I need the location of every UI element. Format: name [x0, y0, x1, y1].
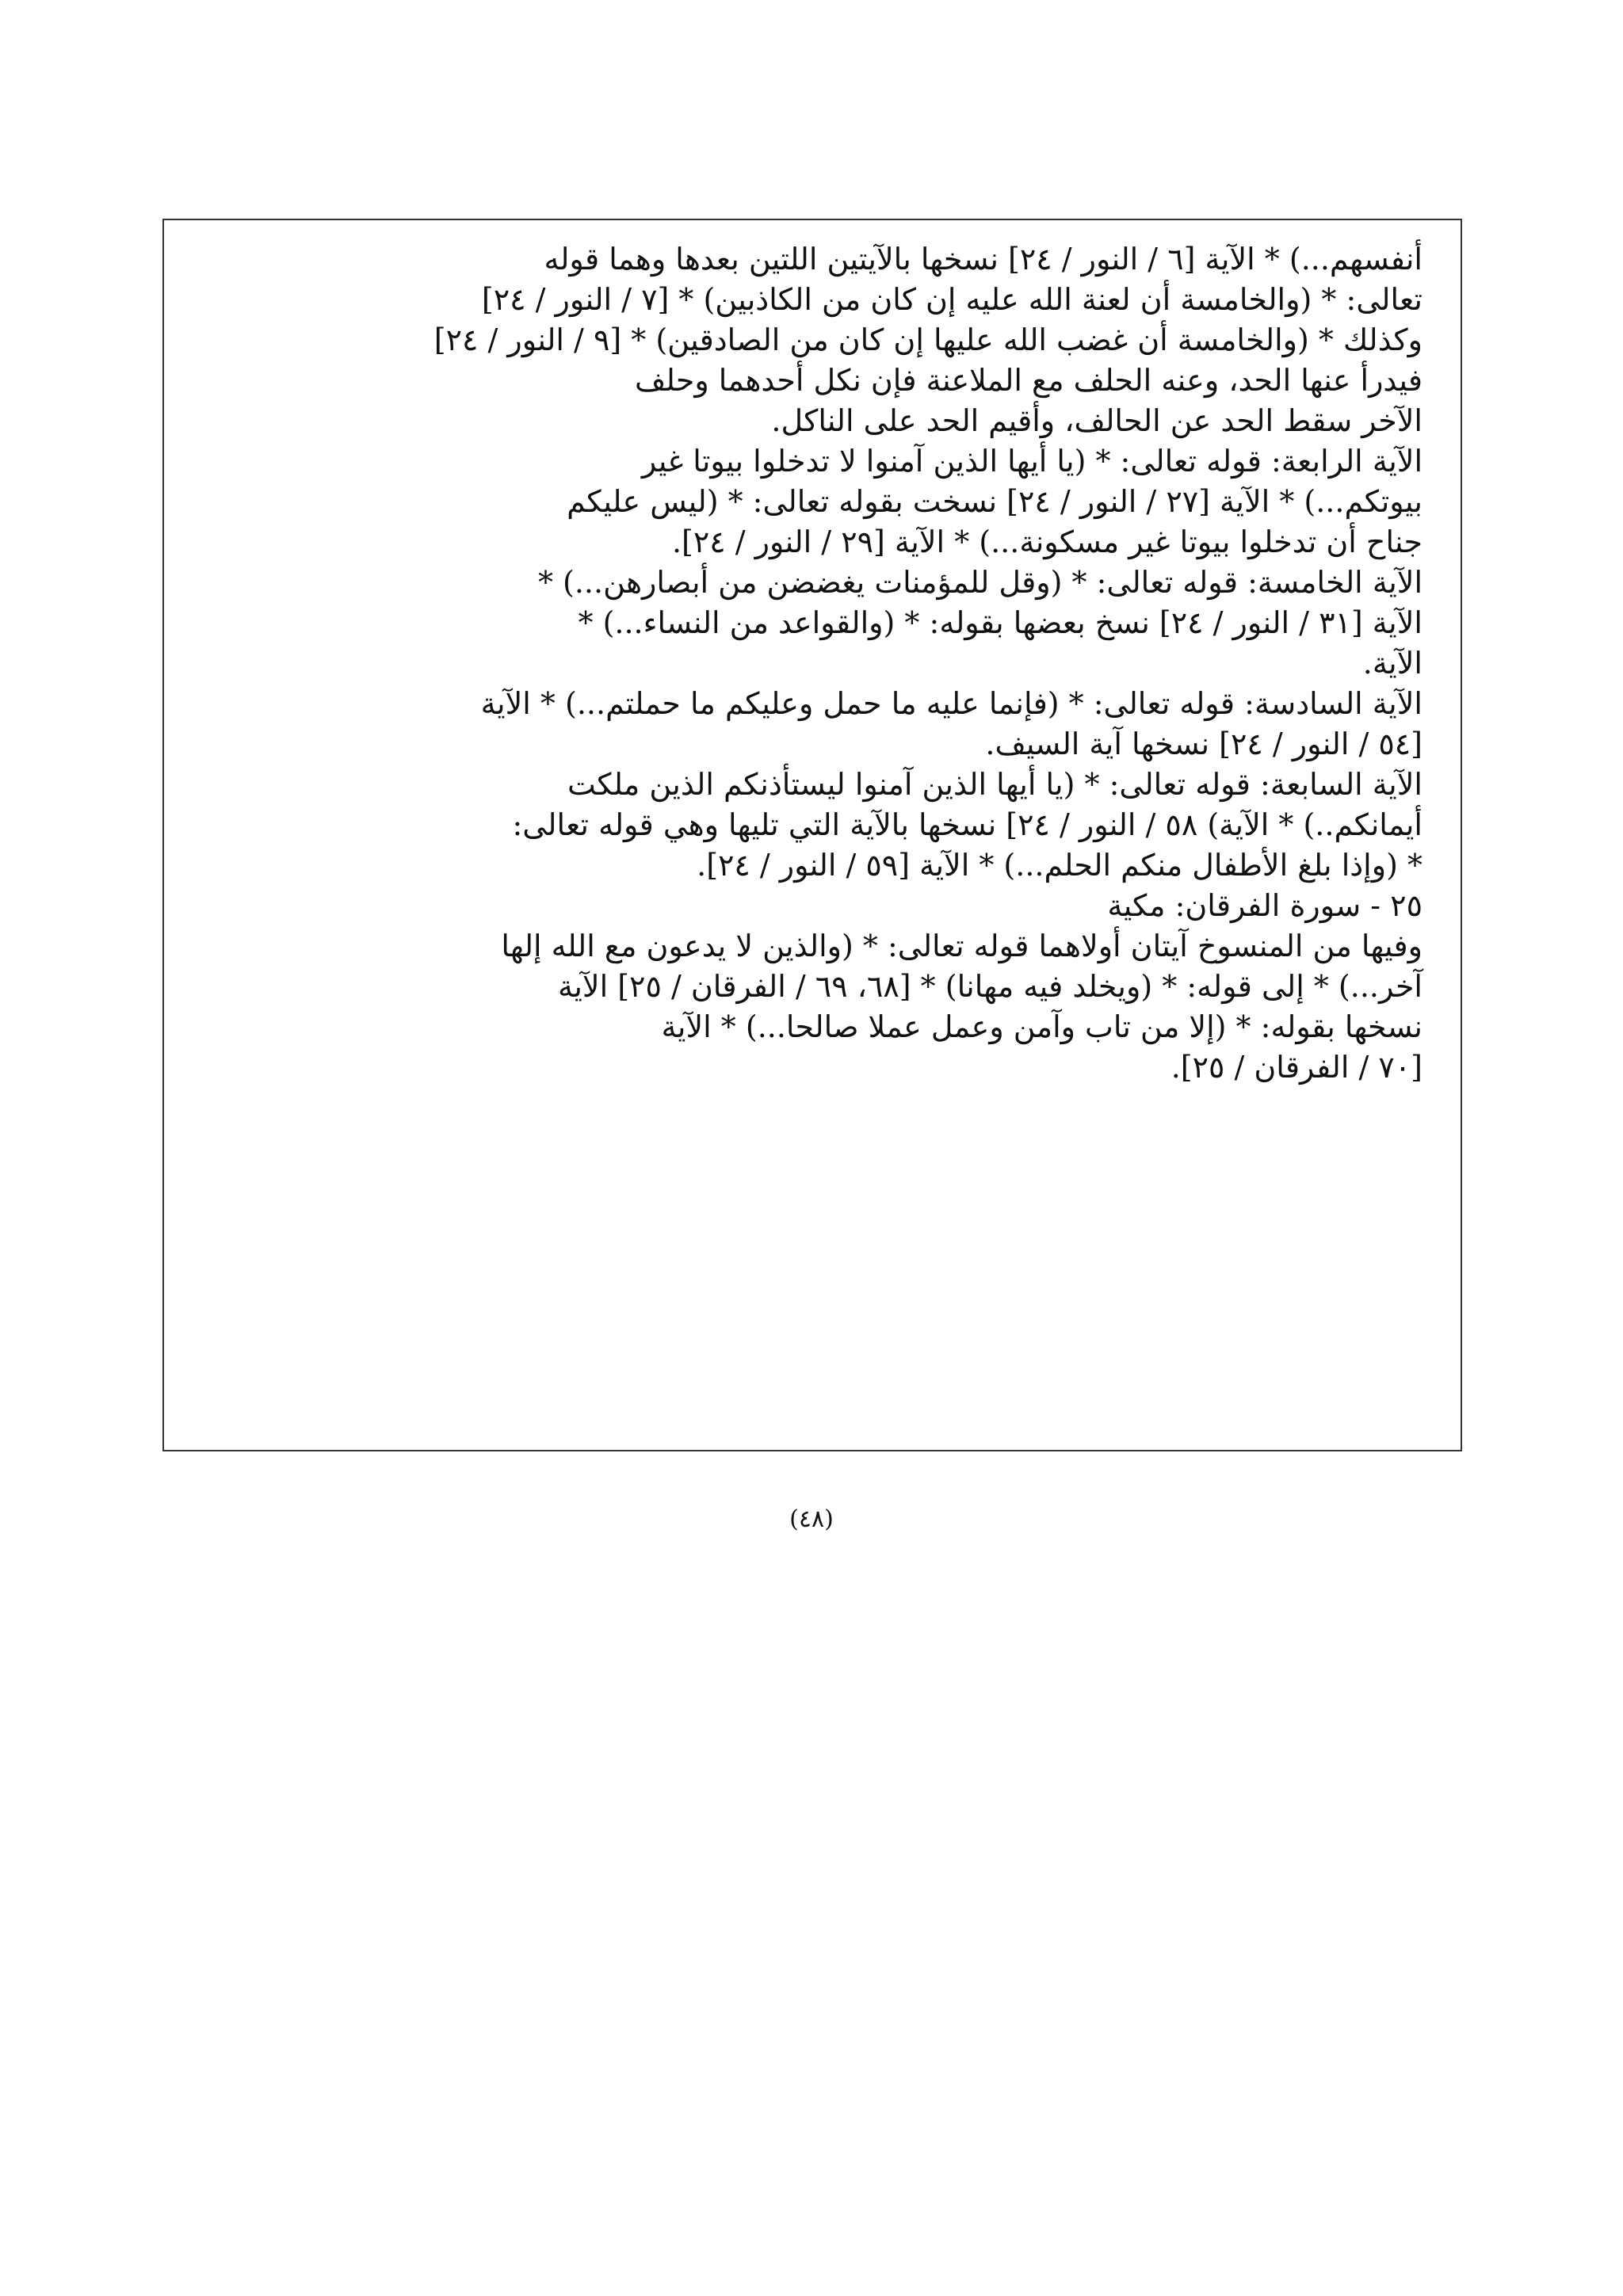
- text-line: الآخر سقط الحد عن الحالف، وأقيم الحد على الناكل.: [771, 403, 1423, 438]
- text-line: ٢٥ - سورة الفرقان: مكية: [1107, 888, 1423, 923]
- text-line: [٥٤ / النور / ٢٤] نسخها آية السيف.: [985, 727, 1423, 761]
- text-line: بيوتكم...) * الآية [٢٧ / النور / ٢٤] نسخت بقوله تعالى: * (ليس عليكم: [567, 484, 1423, 519]
- text-line: الآية السادسة: قوله تعالى: * (فإنما عليه ما حمل وعليكم ما حملتم...) * الآية: [480, 686, 1423, 721]
- text-line: فيدرأ عنها الحد، وعنه الحلف مع الملاعنة فإن نكل أحدهما وحلف: [634, 363, 1423, 398]
- text-line: الآية الخامسة: قوله تعالى: * (وقل للمؤمنات يغضضن من أبصارهن...) *: [537, 565, 1423, 600]
- text-line: أنفسهم...) * الآية [٦ / النور / ٢٤] نسخها بالآيتين اللتين بعدها وهما قوله: [544, 242, 1423, 277]
- text-line: نسخها بقوله: * (إلا من تاب وآمن وعمل عملا صالحا...) * الآية: [661, 1009, 1423, 1044]
- page-text-block: [204, 239, 1423, 1088]
- page-number: (٤٨): [789, 1505, 834, 1533]
- text-line: الآية [٣١ / النور / ٢٤] نسخ بعضها بقوله: * (والقواعد من النساء...) *: [578, 605, 1423, 640]
- text-line: الآية.: [1362, 646, 1423, 681]
- text-line: وفيها من المنسوخ آيتان أولاهما قوله تعالى: * (والذين لا يدعون مع الله إلها: [501, 929, 1423, 963]
- text-line: آخر...) * إلى قوله: * (ويخلد فيه مهانا) * [٦٨، ٦٩ / الفرقان / ٢٥] الآية: [557, 969, 1423, 1004]
- text-line: جناح أن تدخلوا بيوتا غير مسكونة...) * الآية [٢٩ / النور / ٢٤].: [671, 524, 1423, 559]
- text-line: * (وإذا بلغ الأطفال منكم الحلم...) * الآية [٥٩ / النور / ٢٤].: [697, 848, 1423, 883]
- page-frame: [162, 219, 1462, 1451]
- text-line: [٧٠ / الفرقان / ٢٥].: [1170, 1050, 1423, 1085]
- text-line: أيمانكم..) * الآية) ٥٨ / النور / ٢٤] نسخها بالآية التي تليها وهي قوله تعالى:: [512, 807, 1423, 842]
- text-line: وكذلك * (والخامسة أن غضب الله عليها إن كان من الصادقين) * [٩ / النور / ٢٤]: [433, 322, 1423, 357]
- text-line: تعالى: * (والخامسة أن لعنة الله عليه إن كان من الكاذبين) * [٧ / النور / ٢٤]: [481, 282, 1423, 317]
- text-line: الآية الرابعة: قوله تعالى: * (يا أيها الذين آمنوا لا تدخلوا بيوتا غير: [641, 444, 1423, 479]
- text-line: الآية السابعة: قوله تعالى: * (يا أيها الذين آمنوا ليستأذنكم الذين ملكت: [567, 767, 1423, 802]
